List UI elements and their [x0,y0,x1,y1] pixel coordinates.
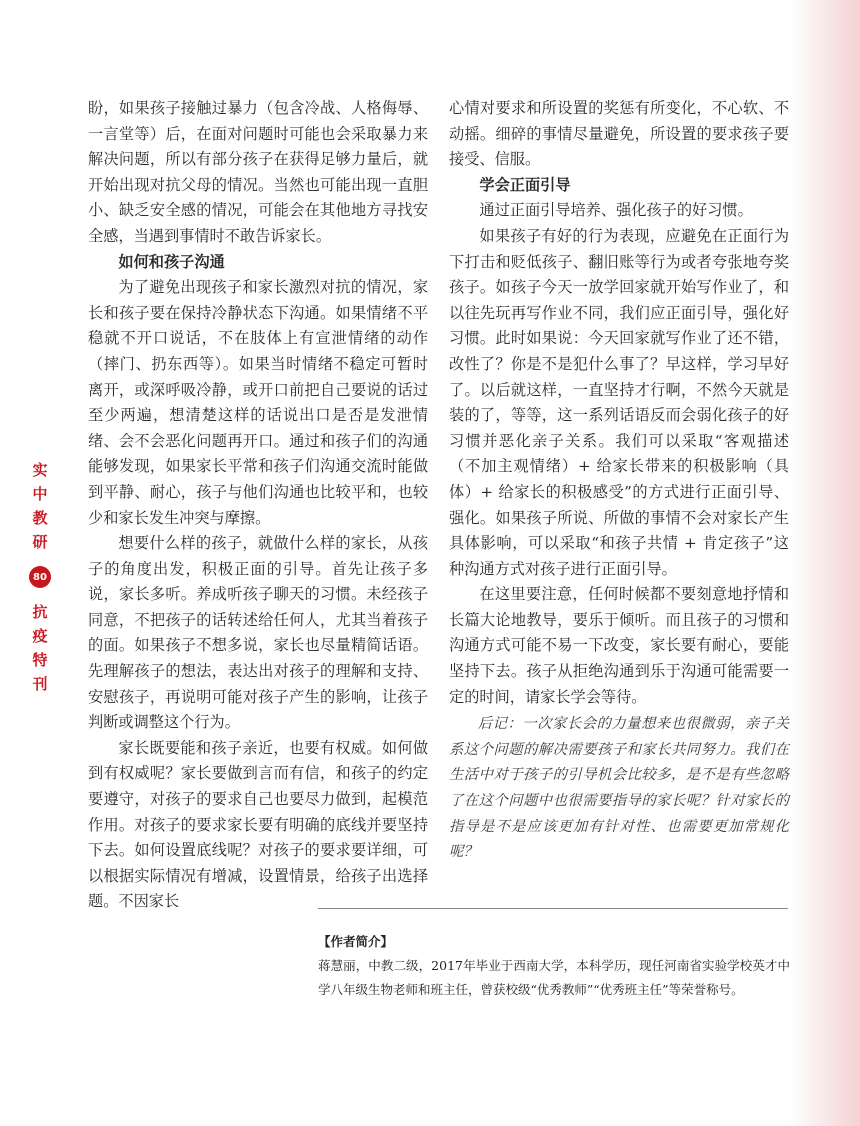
left-column [88,96,428,915]
right-column [449,96,789,866]
side-banner [28,458,52,696]
section-name-char: 抗 [32,603,48,621]
divider-line [318,908,788,909]
section-name-char: 疫 [32,627,48,645]
section-name-char: 刊 [32,675,48,693]
magazine-name-char: 教 [32,509,48,527]
page-number-badge: 80 [29,566,51,588]
postscript: 后记：一次家长会的力量想来也很微弱，亲子关系这个问题的解决需要孩子和家长共同努力。我们在生活中对于孩子的引导机会比较多，是不是有些忽略了在这个问题中也很需要指导的家长呢？针对家长的指导是不是应该更加有针对性、也需要更加常规化呢？ [449,716,789,861]
author-bio [318,930,790,1002]
author-bio-text: 蒋慧丽，中教二级，2017年毕业于西南大学，本科学历，现任河南省实验学校英才中学八年级生物老师和班主任，曾获校级“优秀教师”“优秀班主任”等荣誉称号。 [318,958,790,997]
paragraph: 在这里要注意，任何时候都不要刻意地抒情和长篇大论地教导，要乐于倾听。而且孩子的习惯和沟通方式可能不易一下改变，家长要有耐心，要能坚持下去。孩子从拒绝沟通到乐于沟通可能需要一定的时间，请家长学会等待。 [449,585,789,706]
paragraph: 为了避免出现孩子和家长激烈对抗的情况，家长和孩子要在保持冷静状态下沟通。如果情绪不平稳就不开口说话，不在肢体上有宣泄情绪的动作（摔门、扔东西等）。如果当时情绪不稳定可暂时离开，或深呼吸冷静，或开口前把自己要说的话过至少两遍，想清楚这样的话说出口是否是发泄情绪、会不会恶化问题再开口。通过和孩子们的沟通能够发现，如果家长平常和孩子们沟通交流时能做到平静、耐心，孩子与他们沟通也比较平和，也较少和家长发生冲突与摩擦。 [88,278,428,527]
author-bio-title: 【作者简介】 [318,934,394,949]
magazine-name-char: 实 [32,461,48,479]
section-heading: 学会正面引导 [479,175,571,194]
paragraph: 心情对要求和所设置的奖惩有所变化，不心软、不动摇。细碎的事情尽量避免，所设置的要求孩子要接受、信服。 [449,99,789,169]
paragraph: 家长既要能和孩子亲近，也要有权威。如何做到有权威呢？家长要做到言而有信，和孩子的约定要遵守，对孩子的要求自己也要尽力做到，起模范作用。对孩子的要求家长要有明确的底线并要坚持下去。如何设置底线呢？对孩子的要求要详细，可以根据实际情况有增减，设置情景，给孩子出选择题。不因家长 [88,738,428,911]
paragraph: 如果孩子有好的行为表现，应避免在正面行为下打击和贬低孩子、翻旧账等行为或者夸张地夸奖孩子。如孩子今天一放学回家就开始写作业了，和以往先玩再写作业不同，我们应正面引导，强化好习惯。此时如果说：今天回家就写作业了还不错，改性了？你是不是犯什么事了？早这样，学习早好了。以后就这样，一直坚持才行啊，不然今天就是装的了，等等，这一系列话语反而会弱化孩子的好习惯并恶化亲子关系。我们可以采取“客观描述（不加主观情绪）+ 给家长带来的积极影响（具体）+ 给家长的积极感受”的方式进行正面引导、强化。如果孩子所说、所做的事情不会对家长产生具体影响，可以采取“和孩子共情 + 肯定孩子”这种沟通方式对孩子进行正面引导。 [449,226,789,578]
paragraph: 通过正面引导培养、强化孩子的好习惯。 [479,201,753,220]
magazine-name-char: 中 [32,485,48,503]
magazine-name-char: 研 [32,533,48,551]
section-name-char: 特 [32,651,48,669]
paragraph: 想要什么样的孩子，就做什么样的家长，从孩子的角度出发，积极正面的引导。首先让孩子多说，家长多听。养成听孩子聊天的习惯。未经孩子同意，不把孩子的话转述给任何人，尤其当着孩子的面。如果孩子不想多说，家长也尽量精简话语。先理解孩子的想法，表达出对孩子的理解和支持、安慰孩子，再说明可能对孩子产生的影响，让孩子判断或调整这个行为。 [88,534,428,732]
section-heading: 如何和孩子沟通 [118,252,225,271]
page-edge-gradient [790,0,860,1126]
paragraph: 盼，如果孩子接触过暴力（包含冷战、人格侮辱、一言堂等）后，在面对问题时可能也会采取暴力来解决问题，所以有部分孩子在获得足够力量后，就开始出现对抗父母的情况。当然也可能出现一直胆小、缺乏安全感的情况，可能会在其他地方寻找安全感，当遇到事情时不敢告诉家长。 [88,99,428,245]
